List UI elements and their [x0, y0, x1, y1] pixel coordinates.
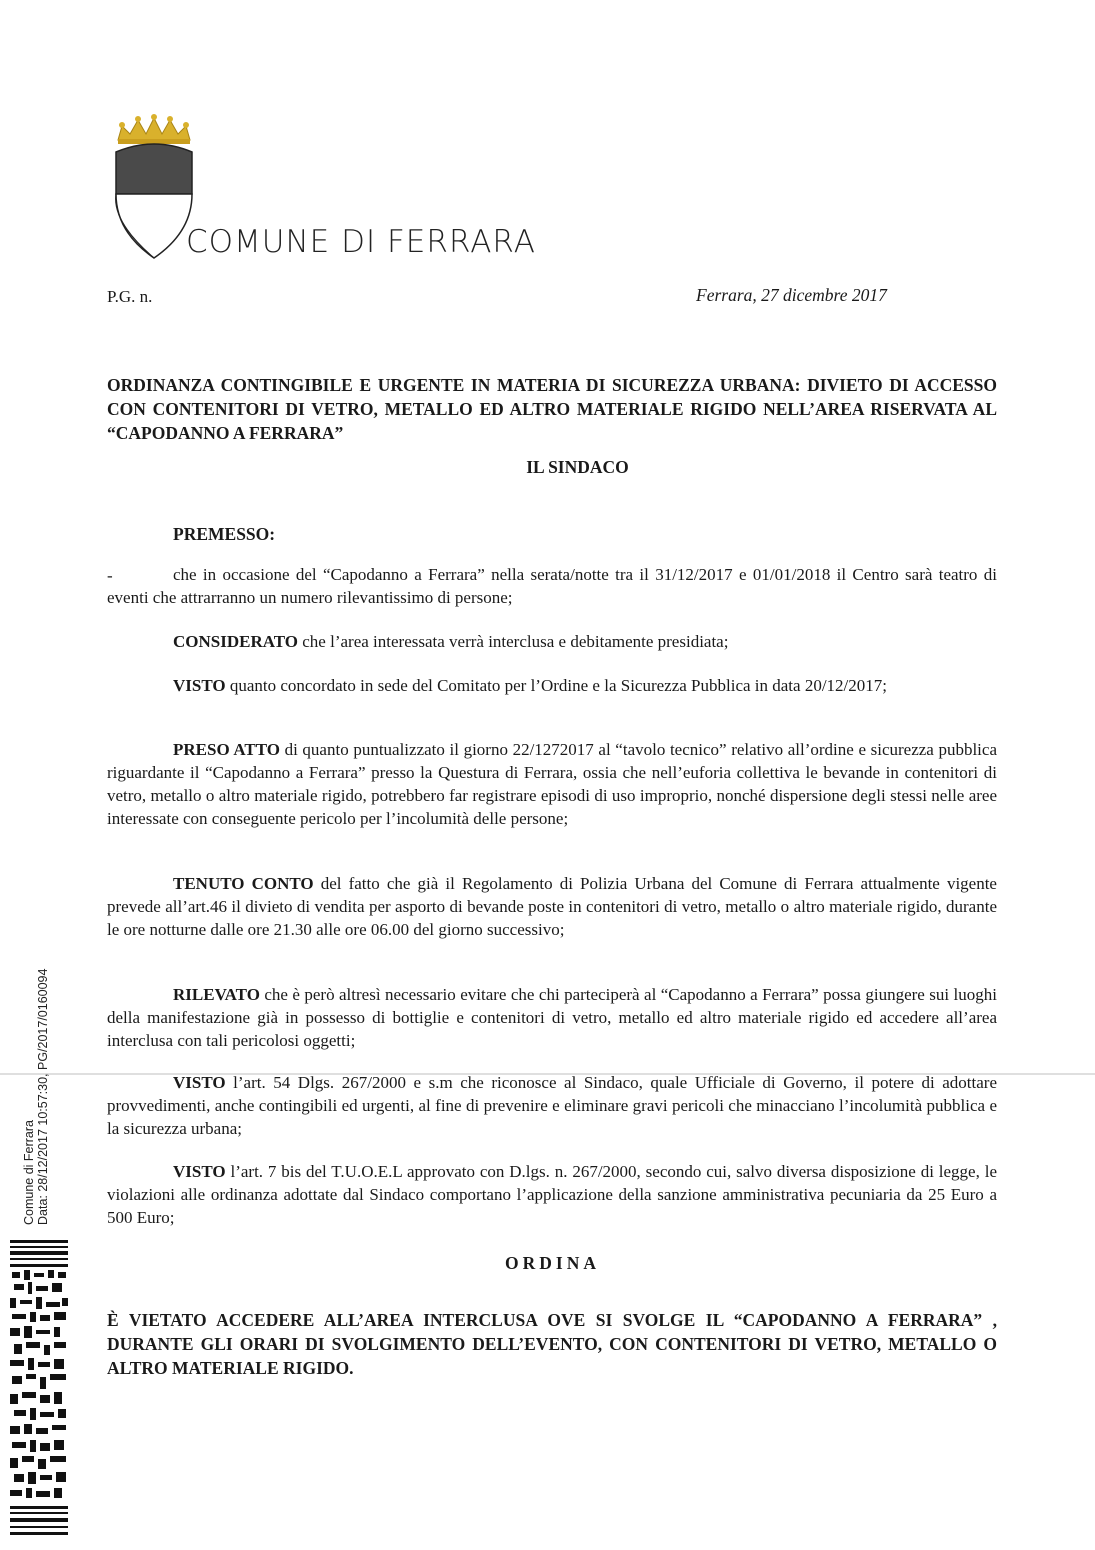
- paragraph-text: di quanto puntualizzato il giorno 22/1272017 al “tavolo tecnico” relativo all’ordine e sicurezza pubblica riguardante il “Capodanno a Ferrara” presso la Questura di Ferrara, ossia che nell’euforia collettiva le bevande in contenitori di vetro, metallo o altro materiale rigido, potrebbero far registrare episodi di uso improprio, nonché dispersione degli stessi nelle aree interessate con conseguente pericolo per l’incolumità delle persone;: [107, 740, 997, 828]
- list-dash: -: [107, 566, 113, 585]
- paragraph-text: che è però altresì necessario evitare che chi parteciperà al “Capodanno a Ferrara” possa giungere sui luoghi della manifestazione già in possesso di bottiglie e contenitori di vetro, metallo ed altro materiale rigido ed accedere all’area interclusa con tali pericolosi oggetti;: [107, 985, 997, 1050]
- paragraph-lead: PRESO ATTO: [173, 740, 280, 759]
- paragraph-preso-atto: [107, 738, 997, 830]
- paragraph-visto-comitato: [107, 674, 997, 697]
- ordinance-order-text: È VIETATO ACCEDERE ALL’AREA INTERCLUSA OVE SI SVOLGE IL “CAPODANNO A FERRARA” , DURANTE GLI ORARI DI SVOLGIMENTO DELL’EVENTO, CON CONTENITORI DI VETRO, METALLO O ALTRO MATERIALE RIGIDO.: [107, 1310, 997, 1378]
- paragraph-text: del fatto che già il Regolamento di Polizia Urbana del Comune di Ferrara attualmente vigente prevede all’art.46 il divieto di vendita per asporto di bevande poste in contenitori di vetro, metallo o altro materiale rigido, durante le ore notturne dalle ore 21.30 alle ore 06.00 del giorno successivo;: [107, 874, 997, 939]
- paragraph-lead: VISTO: [173, 676, 226, 695]
- comune-name: COMUNE DI FERRARA: [186, 224, 536, 260]
- paragraph-premesso: [107, 563, 997, 609]
- document-date: Ferrara, 27 dicembre 2017: [696, 285, 887, 305]
- paragraph-text: che in occasione del “Capodanno a Ferrara” nella serata/notte tra il 31/12/2017 e 01/01/2018 il Centro sarà teatro di eventi che attrarranno un numero rilevantissimo di persone;: [107, 565, 997, 607]
- paragraph-lead: TENUTO CONTO: [173, 874, 314, 893]
- paragraph-lead: VISTO: [173, 1073, 226, 1092]
- paragraph-tenuto-conto: [107, 872, 997, 941]
- paragraph-text: che l’area interessata verrà interclusa e debitamente presidiata;: [298, 632, 729, 651]
- ordinance-title: ORDINANZA CONTINGIBILE E URGENTE IN MATERIA DI SICUREZZA URBANA: DIVIETO DI ACCESSO CON CONTENITORI DI VETRO, METALLO ED ALTRO MATERIALE RIGIDO NELL’AREA RISERVATA AL “CAPODANNO A FERRARA”: [107, 375, 997, 443]
- ferrara-crest-icon: [104, 112, 196, 262]
- paragraph-lead: VISTO: [173, 1162, 226, 1181]
- paragraph-lead: RILEVATO: [173, 985, 260, 1004]
- paragraph-text: l’art. 54 Dlgs. 267/2000 e s.m che riconosce al Sindaco, quale Ufficiale di Governo, il potere di adottare provvedimenti, anche contingibili ed urgenti, al fine di prevenire e eliminare gravi pericoli che minacciano l’incolumità pubblica e la sicurezza urbana;: [107, 1073, 997, 1138]
- paragraph-considerato: [107, 630, 997, 653]
- paragraph-lead: CONSIDERATO: [173, 632, 299, 651]
- paragraph-visto-art7bis: [107, 1160, 997, 1229]
- protocol-number: P.G. n.: [107, 287, 153, 306]
- paragraph-text: quanto concordato in sede del Comitato per l’Ordine e la Sicurezza Pubblica in data 20/12/2017;: [225, 676, 887, 695]
- premesso-heading: PREMESSO:: [173, 524, 276, 544]
- paragraph-rilevato: [107, 983, 997, 1052]
- stamp-line-data: Data: 28/12/2017 10:57:30, PG/2017/0160094: [36, 968, 50, 1225]
- paragraph-text: l’art. 7 bis del T.U.O.E.L approvato con D.lgs. n. 267/2000, secondo cui, salvo diversa disposizione di legge, le violazioni alle ordinanza adottate dal Sindaco comportano l’applicazione della sanzione amministrativa pecuniaria da 25 Euro a 500 Euro;: [107, 1162, 997, 1227]
- stamp-line-comune: Comune di Ferrara: [22, 1120, 36, 1225]
- protocol-stamp: [22, 969, 50, 1225]
- barcode-icon: [10, 1240, 68, 1540]
- paragraph-visto-art54: [107, 1071, 997, 1140]
- il-sindaco-heading: IL SINDACO: [526, 457, 629, 477]
- ordina-heading: ORDINA: [505, 1253, 600, 1273]
